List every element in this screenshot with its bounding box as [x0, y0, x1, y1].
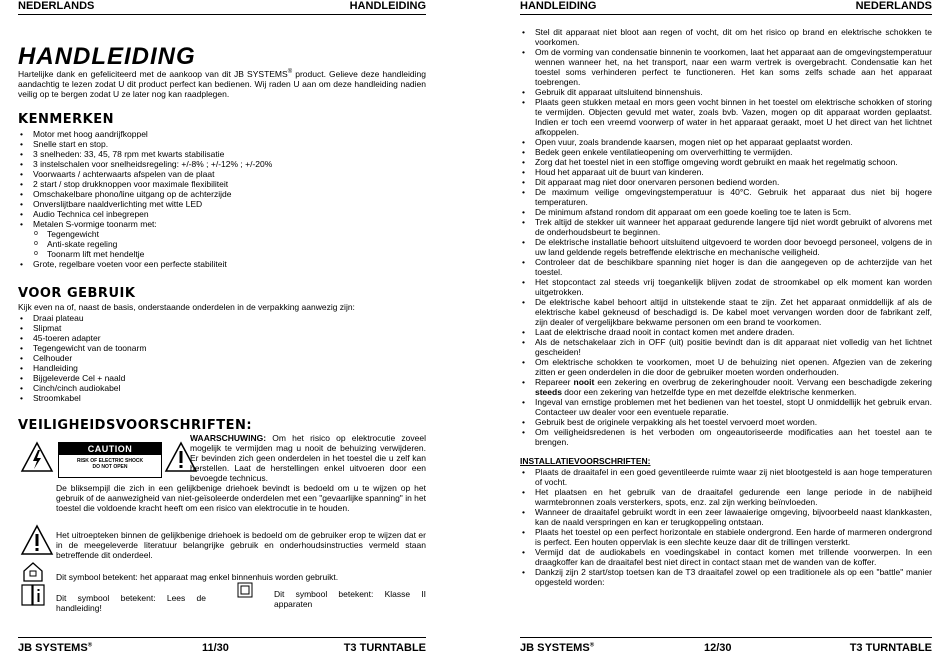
right-page	[520, 0, 932, 654]
left-page	[18, 0, 426, 654]
usage-heading: VOOR GEBRUIK	[18, 286, 136, 301]
installation-item: • Vermijd dat de audiokabels en voedingskabel in contact komen met trillende voorwerpen. In een draagkoffer kan de draaitafel best niet direct in contact staan met de wanden van de koffer.	[520, 547, 932, 567]
safety-item: • Bedek geen enkele ventilatieopening om oververhitting te vermijden.	[520, 147, 932, 157]
footer-brand: JB SYSTEMS®	[520, 642, 595, 654]
exclamation-triangle-icon	[20, 524, 54, 556]
read-manual-description: Dit symbool betekent: Lees de handleiding!	[56, 593, 206, 613]
contents-item: • Handleiding	[18, 363, 426, 373]
feature-item: • Audio Technica cel inbegrepen	[18, 209, 426, 219]
safety-item: • De minimum afstand rondom dit apparaat om een goede koeling toe te laten is 5cm.	[520, 207, 932, 217]
safety-item: • Het stopcontact zal steeds vrij toegankelijk blijven zodat de stroomkabel op elk moment kan worden uitgetrokken.	[520, 277, 932, 297]
safety-item: • Dit apparaat mag niet door onervaren personen bediend worden.	[520, 177, 932, 187]
safety-item: • Gebruik best de originele verpakking als het toestel vervoerd moet worden.	[520, 417, 932, 427]
installation-item: • Het plaatsen en het gebruik van de draaitafel gedurende een lange periode in de nabijheid warmtebronnen zoals versterkers, spots, enz. zal zijn werking beïnvloeden.	[520, 487, 932, 507]
header-section: HANDLEIDING	[349, 0, 426, 12]
safety-heading: VEILIGHEIDSVOORSCHRIFTEN:	[18, 418, 253, 433]
safety-item: • Als de netschakelaar zich in OFF (uit) positie bevindt dan is dit apparaat niet volledig van het lichtnet gescheiden!	[520, 337, 932, 357]
contents-item: • Slipmat	[18, 323, 426, 333]
header-language: NEDERLANDS	[18, 0, 95, 12]
installation-item: • Dankzij zijn 2 start/stop toetsen kan de T3 draaitafel zowel op een traditionele als op een "battle" manier opgesteld worden:	[520, 567, 932, 587]
contents-item: • Bijgeleverde Cel + naald	[18, 373, 426, 383]
feature-item: • Motor met hoog aandrijfkoppel	[18, 129, 426, 139]
exclamation-description: Het uitroepteken binnen de gelijkbenige driehoek is bedoeld om de gebruiker erop te wijzen dat er in de meegeleverde literatuur belangrijke gebruik en onderhoudsinstructies vermeld staan betreffende dit onderdeel.	[56, 530, 426, 560]
safety-item: • Open vuur, zoals brandende kaarsen, mogen niet op het apparaat geplaatst worden.	[520, 137, 932, 147]
lightning-warning-icon	[20, 441, 54, 473]
feature-item: • 2 start / stop drukknoppen voor maximale flexibiliteit	[18, 179, 426, 189]
feature-item: • Snelle start en stop.	[18, 139, 426, 149]
feature-item: • Onverslijtbare naaldverlichting met witte LED	[18, 199, 426, 209]
features-list	[18, 129, 426, 269]
installation-list	[520, 467, 932, 587]
feature-item: • Voorwaarts / achterwaarts afspelen van de plaat	[18, 169, 426, 179]
safety-item: • Houd het apparaat uit de buurt van kinderen.	[520, 167, 932, 177]
intro-paragraph: Hartelijke dank en gefeliciteerd met de aankoop van dit JB SYSTEMS® product. Gelieve deze handleiding aandachtig te lezen zodat U dit product perfect kan bedienen. Wij raden U aan om deze handleiding nadien veilig op te bergen zodat U ze later nog kan raadplegen.	[18, 69, 426, 99]
toonarm-subitem: o Toonarm lift met hendeltje	[18, 249, 426, 259]
warning-paragraph: WAARSCHUWING: Om het risico op elektrocutie zoveel mogelijk te vermijden mag u nooit de behuizing verwijderen. Er bevinden zich geen onderdelen in het toestel die u zelf kan herstellen. Laat de herstellingen enkel uitvoeren door een bevoegde technicus.	[190, 433, 426, 483]
safety-item: • De maximum veilige omgevingstemperatuur is 40°C. Gebruik het apparaat dus niet bij hogere temperaturen.	[520, 187, 932, 207]
toonarm-subitem: o Anti-skate regeling	[18, 239, 426, 249]
page-header	[18, 0, 426, 15]
safety-item: • Stel dit apparaat niet bloot aan regen of vocht, dit om het risico op brand en elektrische schokken te voorkomen.	[520, 27, 932, 47]
feature-item: • 3 instelschalen voor snelheidsregeling: +/-8% ; +/-12% ; +/-20%	[18, 159, 426, 169]
installation-item: • Plaats het toestel op een perfect horizontale en stabiele ondergrond. Een harde of marmeren ondergrond is perfect. Een houten oppervlak is een slechte keuze daar dit de trillingen versterkt.	[520, 527, 932, 547]
contents-list	[18, 313, 426, 403]
features-heading: KENMERKEN	[18, 112, 114, 127]
class-ii-description: Dit symbool betekent: Klasse II apparaten	[274, 589, 426, 609]
safety-item: • Controleer dat de beschikbare spanning niet hoger is dan die aangegeven op de achterzijde van het toestel.	[520, 257, 932, 277]
safety-item: • Om veiligheidsredenen is het verboden om ongeautoriseerde modificaties aan het toestel aan te brengen.	[520, 427, 932, 447]
safety-item: • Trek altijd de stekker uit wanneer het apparaat gedurende langere tijd niet wordt gebruikt of alvorens met de onderhoudsbeurt te beginnen.	[520, 217, 932, 237]
footer-model: T3 TURNTABLE	[849, 642, 932, 654]
feature-item: • 3 snelheden: 33, 45, 78 rpm met kwarts stabilisatie	[18, 149, 426, 159]
fuse-safety-item: • Repareer nooit een zekering en overbrug de zekeringhouder nooit. Vervang een beschadigde zekering steeds door een zekering van hetzelfde type en met dezelfde elektrische kenmerken.	[520, 377, 932, 397]
usage-intro: Kijk even na of, naast de basis, onderstaande onderdelen in de verpakking aanwezig zijn:	[18, 302, 355, 312]
footer-model: T3 TURNTABLE	[343, 642, 426, 654]
toonarm-subitem: o Tegengewicht	[18, 229, 426, 239]
safety-list	[520, 27, 932, 447]
contents-item: • Cinch/cinch audiokabel	[18, 383, 426, 393]
feature-item: • Metalen S-vormige toonarm met:	[18, 219, 426, 229]
safety-item: • Om de vorming van condensatie binnenin te voorkomen, laat het apparaat aan de omgevingstemperatuur wennen wanneer het, na het transport, naar een warm vertrek is overgebracht. Condensatie kan het toestel soms verhinderen perfect te functioneren. Het kan soms zelfs schade aan het apparaat toebrengen.	[520, 47, 932, 87]
contents-item: • Draai plateau	[18, 313, 426, 323]
page-header	[520, 0, 932, 15]
page-number: 11/30	[202, 642, 229, 654]
safety-item: • De elektrische installatie behoort uitsluitend uitgevoerd te worden door bevoegd personeel, volgens de in uw land geldende regels betreffende elektrische en mechanische veiligheid.	[520, 237, 932, 257]
caution-label: CAUTION RISK OF ELECTRIC SHOCK DO NOT OPEN	[58, 442, 162, 478]
contents-item: • Celhouder	[18, 353, 426, 363]
header-language: NEDERLANDS	[855, 0, 932, 12]
contents-item: • Tegengewicht van de toonarm	[18, 343, 426, 353]
toonarm-subitems	[18, 229, 426, 259]
safety-item: • Gebruik dit apparaat uitsluitend binnenshuis.	[520, 87, 932, 97]
installation-item: • Plaats de draaitafel in een goed geventileerde ruimte waar zij niet blootgesteld is aan hoge temperaturen of vocht.	[520, 467, 932, 487]
installation-item: • Wanneer de draaitafel gebruikt wordt in een zeer lawaaierige omgeving, bijvoorbeeld naast klankkasten, kan de naald verspringen en kan er terugkoppeling ontstaan.	[520, 507, 932, 527]
feature-item: • Omschakelbare phono/line uitgang op de achterzijde	[18, 189, 426, 199]
install-heading: INSTALLATIEVOORSCHRIFTEN:	[520, 456, 651, 466]
indoor-use-house-icon	[22, 561, 44, 583]
class-ii-double-square-icon	[237, 582, 253, 598]
indoor-description: Dit symbool betekent: het apparaat mag enkel binnenhuis worden gebruikt.	[56, 572, 339, 582]
page-footer	[520, 637, 932, 654]
safety-item: • De elektrische kabel behoort altijd in uitstekende staat te zijn. Zet het apparaat onmiddellijk af als de elektrische kabel gekneusd of beschadigd is. De kabel moet vervangen worden door de fabrikant zelf, zijn dealer of vergelijkbare bekwame personen om een brand te voorkomen.	[520, 297, 932, 327]
safety-item: • Ingeval van ernstige problemen met het bedienen van het toestel, stopt U onmiddellijk het gebruik ervan. Contacteer uw dealer voor een eventuele reparatie.	[520, 397, 932, 417]
read-manual-icon	[20, 583, 46, 607]
page-title: HANDLEIDING	[18, 43, 196, 70]
contents-item: • Stroomkabel	[18, 393, 426, 403]
safety-item: • Plaats geen stukken metaal en mors geen vocht binnen in het toestel om elektrische schokken of storing te vermijden. Objecten gevuld met water, zoals bvb. Vazen, mogen op dit apparaat worden geplaatst. Indien er toch een vreemd voorwerp of water in het apparaat geraakt, moet U het direct van het lichtnet afkoppelen.	[520, 97, 932, 137]
feature-item: • Grote, regelbare voeten voor een perfecte stabiliteit	[18, 259, 426, 269]
footer-brand: JB SYSTEMS®	[18, 642, 93, 654]
safety-item: • Om elektrische schokken te voorkomen, moet U de behuizing niet openen. Afgezien van de zekering zitten er geen onderdelen in die door de gebruiker moeten worden onderhouden.	[520, 357, 932, 377]
safety-item: • Laat de elektrische draad nooit in contact komen met andere draden.	[520, 327, 932, 337]
contents-item: • 45-toeren adapter	[18, 333, 426, 343]
header-section: HANDLEIDING	[520, 0, 597, 12]
lightning-description: De bliksempijl die zich in een gelijkbenige driehoek bevindt is bedoeld om u te wijzen op het gebruik of de aanwezigheid van niet-geïsoleerde onderdelen met een "gevaarlijke spanning" in het toestel die voldoende kracht heeft om een risico van elektrocutie in te houden.	[56, 483, 426, 513]
safety-item: • Zorg dat het toestel niet in een stoffige omgeving wordt gebruikt en maak het regelmatig schoon.	[520, 157, 932, 167]
page-number: 12/30	[704, 642, 732, 654]
page-footer	[18, 637, 426, 654]
